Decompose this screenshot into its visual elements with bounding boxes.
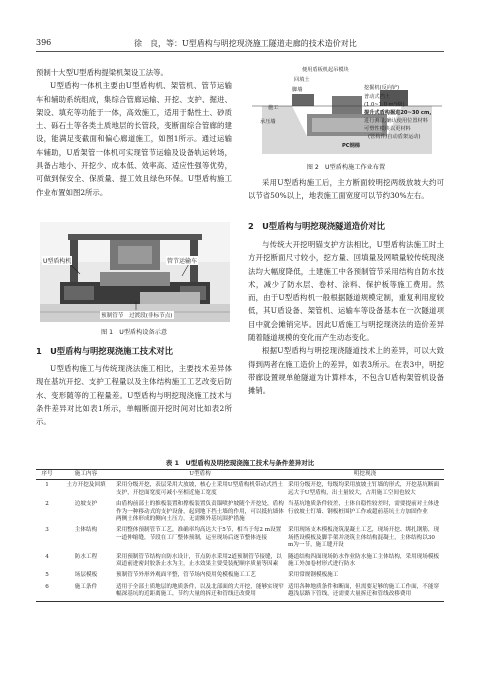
table-row [36,525,444,551]
table-1-caption: 表 1 U型盾构及明挖现浇施工技术与条件差异对比 [165,459,315,467]
page-number: 396 [36,38,52,47]
table-row [36,570,444,581]
section-2-paragraph-1: 与传统大开挖明锚支护方法相比，U型盾构法施工时土方开挖断面尺寸较小，挖方量、回填量及网喷量较传统现浇法均大幅度降低，土建施工中各预制管节采用结构自防水技术，减少了防水层、卷材、涂料、保护板等施工费用。然而，由于U型盾构机一般根据隧道规模定制，重复利用度较低，其U盾设备、架管机、运输车等设备基本在一次隧道项目中就会摊销完毕。因此U盾施工与明挖现浇法的造价差异随着隧道规模的变化而产生动态变化。 [248,240,444,343]
table-row [36,552,444,571]
paragraph-excavation-savings: 采用U型盾构施工后，主方断面较明挖两级放坡大约可以节省50%以上，地表施工面宽度可以节约30%左右。 [248,178,444,201]
table-cell: 防水工程 [74,553,98,560]
figure-1-image [40,222,230,322]
table-row [36,499,444,525]
figure-2-label-3: 挖掘机(反向铲) [364,85,400,91]
table-cell: 采用预制管节结构自防水设计，节点防水采用2道预制管节接缝，以双道前进密封胶条止水为主，止水效果主要受装配顺序质量等因素 [116,553,282,568]
table-cell: 隧道结构四面现场防水作业防水施工主体结构，采用现场模板施工外加卷材形式进行防水 [288,553,440,568]
table-cell: 由盾构前部土的推板装置和撑板装置负责锚喷护坡随个开挖处，盾构作为一种移动式的支护设备，起到地下挡土墙的作用，可以抵抗墙体两侧土体形成的侧向土压力，无需额外基坑围护措施 [116,501,284,523]
running-header [36,38,444,52]
table-header-cell: 施工内容 [58,470,114,480]
table-cell: 2 [45,501,49,508]
table-header-row [36,470,444,480]
table-cell: 1 [45,482,49,489]
figure-2-label-7: 提升式盾构掘进20~30 cm, [364,110,432,116]
table-cell: 采用现场支木模板浇筑混凝土工艺，现场开挖、绑扎钢筋，现场搭设模板及脚手架并浇筑主体结构混凝土，主体结构以30 m为一节，施工缝开设 [288,527,440,549]
table-cell: 采用分级开挖，表层采用大放坡，核心土采用U型盾构机带动式挡土支护，开挖面宽度可减小至相近施工宽度 [116,482,283,496]
table-1 [36,469,444,602]
table-cell: 边坡支护 [74,501,98,508]
table-cell: 采用常规钢模板施工 [288,572,339,579]
figure-1-label-segments: 预制管节 过渡段(非标节点) [101,313,173,319]
figure-2-label-2: 脚墙 [292,87,303,93]
section-2-body [248,238,444,398]
table-cell: 场层模板 [74,572,98,579]
table-row [36,582,444,601]
running-title: 徐 良，等：U型盾构与明挖现浇施工隧道走廊的技术造价对比 [134,39,357,48]
table-header-cell: 序号 [36,470,58,480]
figure-2-label-6: (1.0~1.0 m³/级) [364,102,405,108]
figure-2-label-0: 便用盾板机起吊模块 [302,67,349,73]
figure-2-label-5: 普动式挡土 [364,94,390,100]
figure-2-label-12: (管构件/自动盾架运动) [368,134,421,140]
table-cell: 6 [36,582,58,601]
shield-machine-illustration [40,222,230,322]
figure-2-label-4: 施工 [268,105,279,111]
section-1-body [36,362,232,428]
figure-2-caption: 图 2 U型盾构施工作业布置 [306,164,386,171]
figure-2-label-9: 进行测量,确认使用位置材料 [364,118,428,124]
header-rule [36,51,444,52]
table-cell: 适用于全部土质地层的地质条件，以及北部面的大开挖，能够实现窄幅深基坑的近距离施工，节约大量的拆迁和管线迁改费用 [114,582,286,601]
paragraph-u-shield-overview: U型盾构一体机主要由U型盾构机、架管机、管节运输车和辅助系统组成，集综合管廊运输、开挖、支护、掘进、架设、填充等功能于一体，高效施工，适用于黏性土、砂质土、砾石土等各类土质地层的长管段，变断面综合管廊的建设，能满足变截面和偏心廊道施工，如图1所示。通过运输车辅助，U盾架管一体机可实现管节运输及设备轨运转场，具备占地小、开挖少、成本低、效率高、适应性强等优势，可做到保安全、保质量、提工效且绿色环保。U型盾构施工作业布置如图2所示。 [36,81,232,197]
table-cell: 主体结构 [74,527,98,534]
figure-2-image [252,66,442,158]
intro-paragraph: 预制十大型U型盾构提梁机架设工法等。 [36,68,168,77]
section-2-paragraph-2: 根据U型盾构与明挖现浇隧道技术上的差异，可以大致得到两者在施工造价上的差异，如表3所示。在表3中，明挖带廊设置规单舱隧道为计算样本，不包含U盾构架管机设备摊销。 [248,346,444,396]
figure-1-label-shield: U型盾构机 [43,258,72,265]
table-header-cell: U型盾构 [114,470,286,480]
section-2-heading: 2 U型盾构与明挖现浇隧道造价对比 [248,221,385,231]
table-cell: 预制管节外形外观面平整，管节场内使用免模板施工工艺 [116,572,256,579]
figure-2-label-10: 可塑性模块以更材料 [364,126,411,132]
figure-2-label-8: 承压墙 [260,119,276,125]
table-cell: 5 [45,572,49,579]
table-cell: 4 [45,553,49,560]
table-cell: 土方开挖及回填 [66,482,106,489]
table-cell: 当基坑地质条件较差，土体自稳性较差时，需要提前对土体进行放坡土钉墙、钢板桩围护工作或超前基坑土方加固作业 [288,501,440,515]
figure-1-label-transport: 管节运输车 [167,258,198,265]
figure-2-label-1: 回填土 [294,77,310,83]
table-cell: 3 [45,527,49,534]
table-cell: 采用分级开挖，每级均采用放坡土钉墙的形式，开挖基坑断面远大于U型盾构，出土量较大，占用施工空间也较大 [288,482,440,496]
table-cell: 适用各种地质条件和断面，但需要足够的施工工作面，不能穿越浅层路下管线，还需要大量拆迁和管线改移费用 [286,582,444,601]
section-1-heading: 1 U型盾构与明挖现浇施工技术对比 [36,346,173,356]
table-header-cell: 明挖现浇 [286,470,444,480]
table-row [36,480,444,499]
figure-2-label-11: PC钢梯 [342,143,360,149]
section-1-paragraph: U型盾构施工与传统现浇法施工相比，主要技术差异体现在基坑开挖、支护工程量以及主体结构施工工艺改变后防水、变形随等的工程量差。U型盾构与明挖现浇施工技术与条件差异对比如表1所示，单幅断面开挖时间对比如表2所示。 [36,364,232,427]
right-column-top [248,176,444,203]
table-cell: 采用整体预制管节工艺，准确率均高达大于5节，相当于每2 m设置一道伸缩缝，节段在工厂整体预制，运至现场后逐节整体连接 [116,527,282,541]
table-cell: 施工条件 [58,582,114,601]
left-column-top [36,66,232,199]
figure-1-caption: 图 1 U型盾构设备示意 [100,329,168,336]
